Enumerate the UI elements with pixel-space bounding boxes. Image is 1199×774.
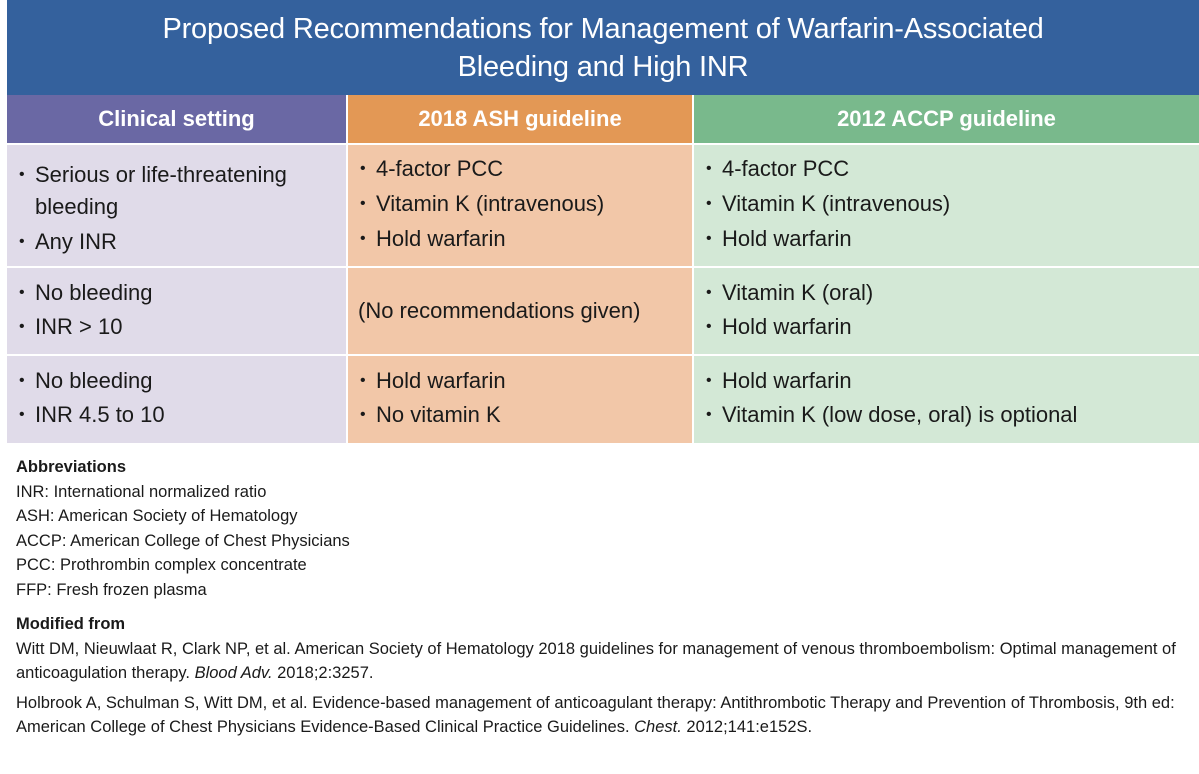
reference-item <box>16 637 1186 685</box>
list-item: • No bleeding <box>13 277 346 309</box>
abbreviation-item: ACCP: American College of Chest Physicians <box>16 531 350 550</box>
no-recommendation-text: (No recommendations given) <box>358 298 641 323</box>
list-item: • 4-factor PCC <box>354 153 692 185</box>
list-item: • Hold warfarin <box>354 365 692 397</box>
ash-cell <box>348 356 694 443</box>
references-heading: Modified from <box>16 615 126 633</box>
header-accp-guideline: 2012 ACCP guideline <box>694 95 1199 143</box>
recommendations-table <box>7 95 1199 443</box>
abbreviation-item: ASH: American Society of Hematology <box>16 507 298 525</box>
list-item: • Vitamin K (intravenous) <box>354 188 692 220</box>
list-item: • Hold warfarin <box>700 311 1199 343</box>
list-item: • Vitamin K (intravenous) <box>700 188 1199 220</box>
footnotes <box>16 455 1186 739</box>
abbreviations-heading: Abbreviations <box>16 458 127 476</box>
accp-cell <box>694 268 1199 354</box>
list-item: • Hold warfarin <box>700 223 1199 255</box>
list-item: • 4-factor PCC <box>700 153 1199 185</box>
list-item: • INR 4.5 to 10 <box>13 399 346 431</box>
list-item: • Vitamin K (oral) <box>700 277 1199 309</box>
table-header-row <box>7 95 1199 145</box>
list-item: • No bleeding <box>13 365 346 397</box>
clinical-setting-cell <box>7 356 348 443</box>
header-clinical-setting: Clinical setting <box>7 95 348 143</box>
ash-cell <box>348 268 694 354</box>
abbreviation-item: INR: International normalized ratio <box>16 482 267 501</box>
abbreviation-item: PCC: Prothrombin complex concentrate <box>16 556 307 574</box>
table-row <box>7 145 1199 268</box>
reference-text: Holbrook A, Schulman S, Witt DM, et al. Evidence-based management of anticoagulant therapy: Antithrombotic Therapy and Prevention of Thrombosis, 9th ed: American College of Chest Physicians Evidence-Based Clinical Practice Guidelines. <box>16 693 1175 736</box>
reference-journal: Blood Adv. <box>194 663 273 682</box>
list-item: • Vitamin K (low dose, oral) is optional <box>700 399 1199 431</box>
table-row <box>7 268 1199 356</box>
list-item: • Hold warfarin <box>354 223 692 255</box>
accp-cell <box>694 356 1199 443</box>
ash-cell <box>348 145 694 266</box>
references <box>16 612 1186 739</box>
reference-citation: 2018;2:3257. <box>272 663 374 682</box>
reference-citation: 2012;141:e152S. <box>681 717 813 736</box>
header-ash-guideline: 2018 ASH guideline <box>348 95 694 143</box>
clinical-setting-cell <box>7 145 348 266</box>
list-item: • Hold warfarin <box>700 365 1199 397</box>
table-row <box>7 356 1199 443</box>
list-item: • INR > 10 <box>13 311 346 343</box>
title-line-1: Proposed Recommendations for Management of Warfarin-Associated <box>162 12 1044 45</box>
page-title <box>7 0 1199 95</box>
reference-text: Witt DM, Nieuwlaat R, Clark NP, et al. American Society of Hematology 2018 guidelines for management of venous thromboembolism: Optimal management of anticoagulation therapy. <box>16 639 1176 682</box>
reference-item <box>16 691 1186 739</box>
title-line-2: Bleeding and High INR <box>457 50 749 83</box>
accp-cell <box>694 145 1199 266</box>
abbreviation-item: FFP: Fresh frozen plasma <box>16 580 207 599</box>
clinical-setting-cell <box>7 268 348 354</box>
list-item: • Any INR <box>13 226 327 258</box>
abbreviations-list <box>16 480 1186 603</box>
list-item: • Serious or life-threatening bleeding <box>13 159 327 223</box>
list-item: • No vitamin K <box>354 399 692 431</box>
reference-journal: Chest. <box>634 717 682 736</box>
